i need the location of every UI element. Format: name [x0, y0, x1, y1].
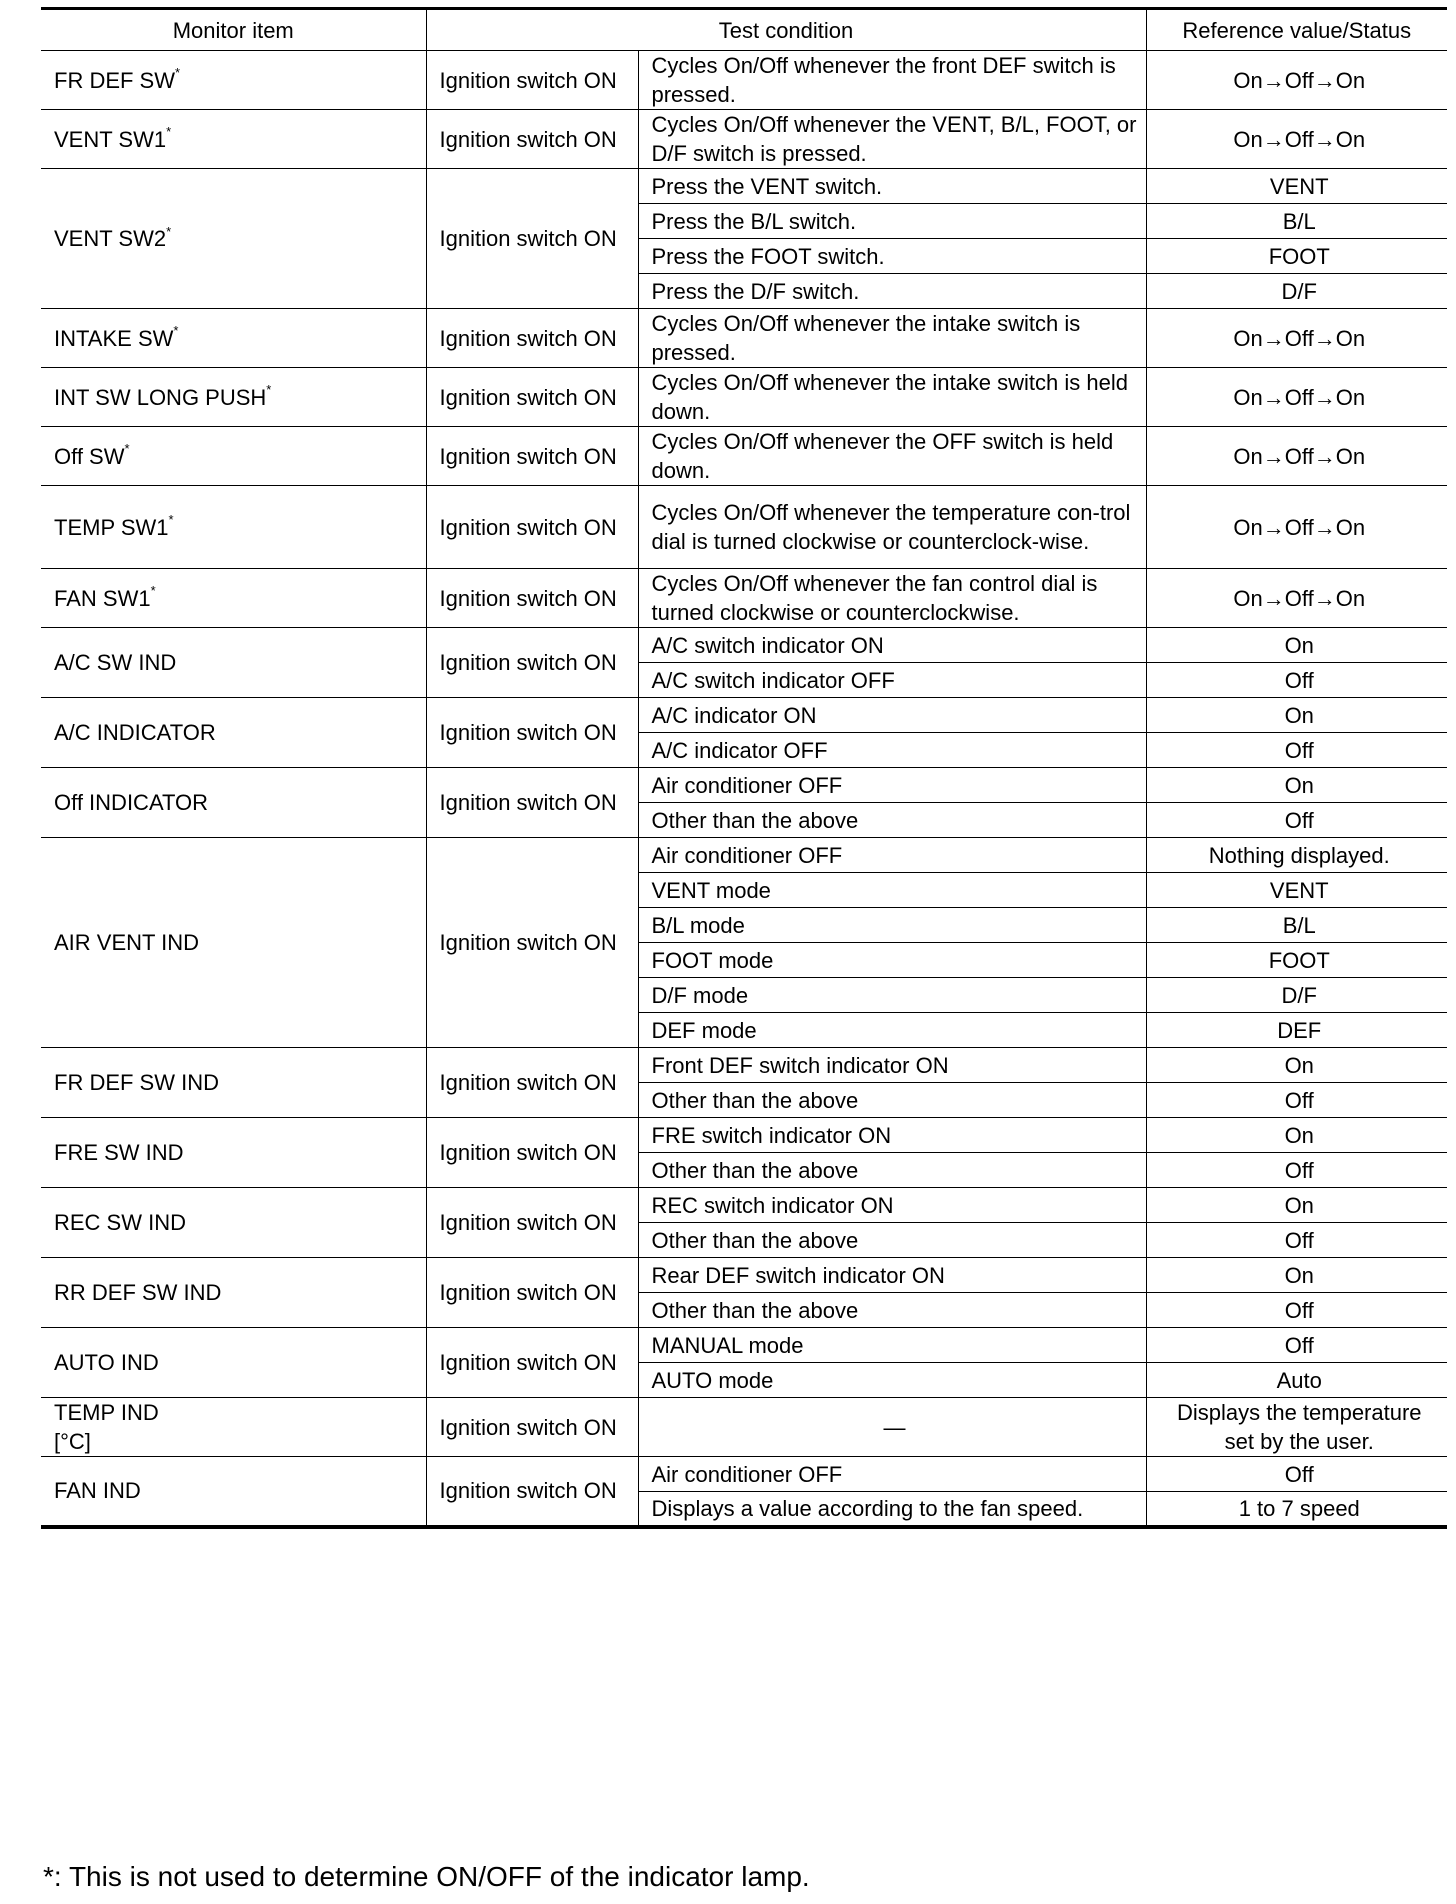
footnote-marker: * [168, 512, 174, 528]
condition-cell: FRE switch indicator ON [638, 1118, 1146, 1153]
reference-cell: VENT [1146, 873, 1447, 908]
header-reference-value: Reference value/Status [1146, 9, 1447, 51]
monitor-item-label: INTAKE SW [54, 325, 174, 351]
reference-cell: Off [1146, 1223, 1447, 1258]
table-row [41, 51, 1447, 110]
table-row [41, 1258, 1447, 1293]
reference-cell: FOOT [1146, 943, 1447, 978]
condition-cell: Cycles On/Off whenever the intake switch is pressed. [638, 309, 1146, 368]
condition-cell: FOOT mode [638, 943, 1146, 978]
condition-cell: Air conditioner OFF [638, 1457, 1146, 1492]
monitor-item-cell [41, 628, 426, 698]
ignition-cell: Ignition switch ON [426, 768, 638, 838]
monitor-item-label: AIR VENT IND [54, 930, 200, 955]
reference-cell: Displays the temperature set by the user. [1146, 1398, 1447, 1457]
monitor-item-cell [41, 309, 426, 368]
ignition-cell: Ignition switch ON [426, 309, 638, 368]
ignition-cell: Ignition switch ON [426, 486, 638, 569]
table-row [41, 1118, 1447, 1153]
monitor-item-cell [41, 51, 426, 110]
monitor-item-label: TEMP SW1 [54, 514, 169, 540]
reference-cell: On→Off→On [1146, 110, 1447, 169]
monitor-item-label: AUTO IND [54, 1350, 159, 1375]
table-row [41, 838, 1447, 873]
monitor-item-label: FR DEF SW IND [54, 1070, 219, 1095]
condition-cell: Press the D/F switch. [638, 274, 1146, 309]
condition-cell: Press the FOOT switch. [638, 239, 1146, 274]
header-monitor-item: Monitor item [41, 9, 426, 51]
reference-cell: On→Off→On [1146, 51, 1447, 110]
condition-cell: — [638, 1398, 1146, 1457]
reference-cell: On [1146, 698, 1447, 733]
reference-cell: Auto [1146, 1363, 1447, 1398]
monitor-item-label: FAN IND [54, 1478, 141, 1504]
monitor-item-label: FAN SW1 [54, 585, 151, 611]
table-row [41, 569, 1447, 628]
monitor-item-label: Off SW [54, 443, 125, 469]
monitor-item-cell [41, 1328, 426, 1398]
monitor-item-label: Off INDICATOR [54, 790, 209, 815]
monitor-item-label: TEMP IND [54, 1400, 159, 1425]
ignition-cell: Ignition switch ON [426, 368, 638, 427]
ignition-cell: Ignition switch ON [426, 1188, 638, 1258]
condition-cell: Cycles On/Off whenever the intake switch is held down. [638, 368, 1146, 427]
footnote: *: This is not used to determine ON/OFF of the indicator lamp. [43, 1861, 810, 1892]
monitor-item-cell [41, 1188, 426, 1258]
reference-cell: 1 to 7 speed [1146, 1492, 1447, 1527]
reference-cell: DEF [1146, 1013, 1447, 1048]
ignition-cell: Ignition switch ON [426, 1398, 638, 1457]
condition-cell: A/C indicator OFF [638, 733, 1146, 768]
condition-cell: DEF mode [638, 1013, 1146, 1048]
monitor-item-label: RR DEF SW IND [54, 1280, 222, 1305]
footnote-marker: * [166, 124, 172, 140]
condition-cell: VENT mode [638, 873, 1146, 908]
monitor-item-cell [41, 838, 426, 1048]
table-row [41, 1398, 1447, 1457]
ignition-cell: Ignition switch ON [426, 169, 638, 309]
monitor-item-label: REC SW IND [54, 1210, 186, 1235]
table-row [41, 169, 1447, 204]
table-row [41, 628, 1447, 663]
monitor-item-cell [41, 368, 426, 427]
monitor-item-label: A/C SW IND [54, 650, 177, 675]
reference-cell: On [1146, 628, 1447, 663]
reference-cell: Off [1146, 1293, 1447, 1328]
ignition-cell: Ignition switch ON [426, 698, 638, 768]
condition-cell: Air conditioner OFF [638, 838, 1146, 873]
monitor-item-cell [41, 1118, 426, 1188]
condition-cell: Cycles On/Off whenever the OFF switch is held down. [638, 427, 1146, 486]
condition-cell: Cycles On/Off whenever the VENT, B/L, FOOT, or D/F switch is pressed. [638, 110, 1146, 169]
reference-cell: Off [1146, 733, 1447, 768]
table-row [41, 1457, 1447, 1492]
condition-cell: Other than the above [638, 1083, 1146, 1118]
condition-cell: Cycles On/Off whenever the temperature con-trol dial is turned clockwise or counterclock-wise. [638, 486, 1146, 569]
monitor-item-cell [41, 110, 426, 169]
table-row [41, 1048, 1447, 1083]
table-row [41, 309, 1447, 368]
condition-cell: A/C switch indicator ON [638, 628, 1146, 663]
ignition-cell: Ignition switch ON [426, 1457, 638, 1527]
condition-cell: Rear DEF switch indicator ON [638, 1258, 1146, 1293]
monitor-item-cell [41, 1048, 426, 1118]
monitor-item-cell [41, 1457, 426, 1527]
ignition-cell: Ignition switch ON [426, 110, 638, 169]
table-row [41, 368, 1447, 427]
monitor-item-cell [41, 169, 426, 309]
reference-cell: On→Off→On [1146, 368, 1447, 427]
table-row [41, 427, 1447, 486]
footnote-marker: * [150, 583, 156, 599]
condition-cell: AUTO mode [638, 1363, 1146, 1398]
reference-cell: FOOT [1146, 239, 1447, 274]
ignition-cell: Ignition switch ON [426, 51, 638, 110]
table-body [41, 51, 1447, 1527]
reference-cell: Off [1146, 1457, 1447, 1492]
reference-cell: VENT [1146, 169, 1447, 204]
monitor-item-label: VENT SW2 [54, 226, 167, 251]
monitor-item-cell [41, 768, 426, 838]
reference-cell: On [1146, 768, 1447, 803]
ignition-cell: Ignition switch ON [426, 1118, 638, 1188]
condition-cell: Other than the above [638, 1153, 1146, 1188]
monitor-item-cell [41, 1398, 426, 1457]
reference-cell: On [1146, 1258, 1447, 1293]
reference-cell: Off [1146, 1328, 1447, 1363]
ignition-cell: Ignition switch ON [426, 427, 638, 486]
table-row [41, 110, 1447, 169]
reference-cell: Off [1146, 1153, 1447, 1188]
reference-cell: Off [1146, 803, 1447, 838]
monitor-item-label: INT SW LONG PUSH [54, 384, 267, 410]
condition-cell: Displays a value according to the fan speed. [638, 1492, 1146, 1527]
footnote-marker: * [175, 65, 181, 81]
condition-cell: B/L mode [638, 908, 1146, 943]
table-row [41, 1188, 1447, 1223]
condition-cell: Other than the above [638, 1223, 1146, 1258]
reference-cell: On→Off→On [1146, 427, 1447, 486]
monitor-item-label: VENT SW1 [54, 126, 167, 152]
condition-cell: Press the B/L switch. [638, 204, 1146, 239]
condition-cell: Other than the above [638, 1293, 1146, 1328]
reference-cell: Nothing displayed. [1146, 838, 1447, 873]
reference-cell: Off [1146, 1083, 1447, 1118]
condition-cell: REC switch indicator ON [638, 1188, 1146, 1223]
monitor-table [41, 7, 1447, 1529]
condition-cell: Cycles On/Off whenever the front DEF switch is pressed. [638, 51, 1146, 110]
table-row [41, 1328, 1447, 1363]
table-row [41, 486, 1447, 569]
condition-cell: A/C indicator ON [638, 698, 1146, 733]
ignition-cell: Ignition switch ON [426, 569, 638, 628]
table-row [41, 698, 1447, 733]
condition-cell: Cycles On/Off whenever the fan control dial is turned clockwise or counterclockwise. [638, 569, 1146, 628]
reference-cell: B/L [1146, 908, 1447, 943]
condition-cell: MANUAL mode [638, 1328, 1146, 1363]
ignition-cell: Ignition switch ON [426, 838, 638, 1048]
reference-cell: On [1146, 1048, 1447, 1083]
ignition-cell: Ignition switch ON [426, 1328, 638, 1398]
ignition-cell: Ignition switch ON [426, 628, 638, 698]
reference-cell: On→Off→On [1146, 569, 1447, 628]
condition-cell: Air conditioner OFF [638, 768, 1146, 803]
monitor-item-unit: [°C] [54, 1429, 91, 1454]
footnote-marker: * [173, 323, 179, 339]
footnote-marker: * [266, 382, 272, 398]
reference-cell: Off [1146, 663, 1447, 698]
condition-cell: Press the VENT switch. [638, 169, 1146, 204]
reference-cell: D/F [1146, 978, 1447, 1013]
reference-cell: On [1146, 1188, 1447, 1223]
monitor-item-label: FRE SW IND [54, 1140, 184, 1165]
table-header-row [41, 9, 1447, 51]
reference-cell: On→Off→On [1146, 486, 1447, 569]
reference-cell: B/L [1146, 204, 1447, 239]
monitor-item-cell [41, 698, 426, 768]
monitor-item-label: FR DEF SW [54, 67, 175, 93]
monitor-item-cell [41, 486, 426, 569]
monitor-item-cell [41, 569, 426, 628]
table-row [41, 768, 1447, 803]
condition-cell: Other than the above [638, 803, 1146, 838]
reference-cell: On→Off→On [1146, 309, 1447, 368]
monitor-item-cell [41, 1258, 426, 1328]
condition-cell: D/F mode [638, 978, 1146, 1013]
monitor-item-cell [41, 427, 426, 486]
ignition-cell: Ignition switch ON [426, 1258, 638, 1328]
reference-cell: On [1146, 1118, 1447, 1153]
footnote-marker: * [124, 441, 130, 457]
header-test-condition: Test condition [426, 9, 1146, 51]
reference-cell: D/F [1146, 274, 1447, 309]
condition-cell: Front DEF switch indicator ON [638, 1048, 1146, 1083]
monitor-item-label: A/C INDICATOR [54, 720, 216, 745]
condition-cell: A/C switch indicator OFF [638, 663, 1146, 698]
ignition-cell: Ignition switch ON [426, 1048, 638, 1118]
footnote-marker: * [166, 223, 172, 239]
